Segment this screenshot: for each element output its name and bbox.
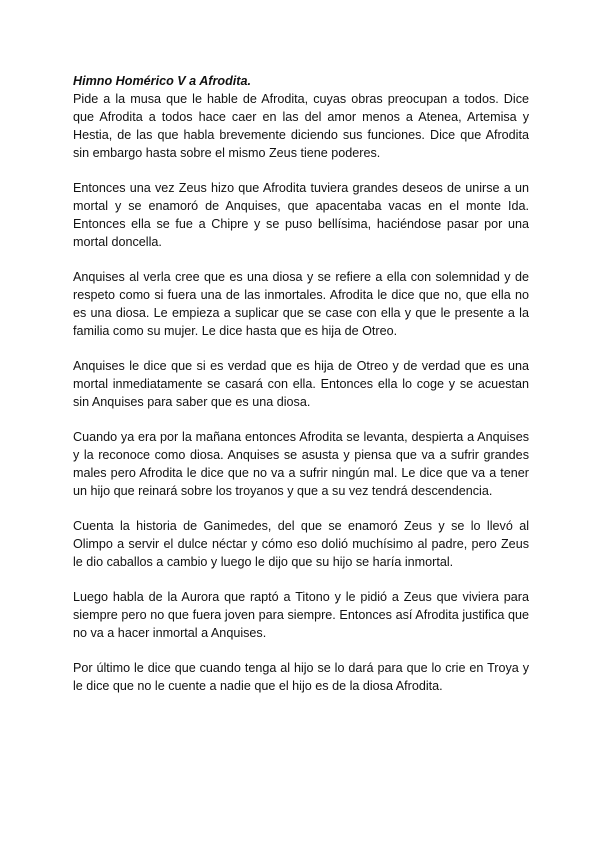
document-body [73, 72, 529, 712]
paragraph-7: Luego habla de la Aurora que raptó a Titono y le pidió a Zeus que viviera para siempre pero no que fuera joven para siempre. Entonces así Afrodita justifica que no va a hacer inmortal a Anquises. [73, 590, 529, 640]
paragraph-5: Cuando ya era por la mañana entonces Afrodita se levanta, despierta a Anquises y la reconoce como diosa. Anquises se asusta y piensa que va a sufrir grandes males pero Afrodita le dice que no va a sufrir ningún mal. Le dice que va a tener un hijo que reinará sobre los troyanos y que a su vez tendrá descendencia. [73, 430, 529, 498]
paragraph-3: Anquises al verla cree que es una diosa y se refiere a ella con solemnidad y de respeto como si fuera una de las inmortales. Afrodita le dice que no, que ella no es una diosa. Le empieza a suplicar que se case con ella y que le presente a la familia como su mujer. Le dice hasta que es hija de Otreo. [73, 270, 529, 338]
paragraph-2: Entonces una vez Zeus hizo que Afrodita tuviera grandes deseos de unirse a un mortal y se enamoró de Anquises, que apacentaba vacas en el monte Ida. Entonces ella se fue a Chipre y se puso bellísima, haciéndose pasar por una mortal doncella. [73, 181, 529, 249]
paragraph-8: Por último le dice que cuando tenga al hijo se lo dará para que lo crie en Troya y le dice que no le cuente a nadie que el hijo es de la diosa Afrodita. [73, 661, 529, 693]
paragraph-6: Cuenta la historia de Ganimedes, del que se enamoró Zeus y se lo llevó al Olimpo a servir el dulce néctar y cómo eso dolió muchísimo al padre, pero Zeus le dio caballos a cambio y luego le dijo que su hijo se haría inmortal. [73, 519, 529, 569]
paragraph-4: Anquises le dice que si es verdad que es hija de Otreo y de verdad que es una mortal inmediatamente se casará con ella. Entonces ella lo coge y se acuestan sin Anquises para saber que es una diosa. [73, 359, 529, 409]
paragraph-1: Pide a la musa que le hable de Afrodita, cuyas obras preocupan a todos. Dice que Afrodita a todos hace caer en las del amor menos a Atenea, Artemisa y Hestia, de las que habla brevemente diciendo sus funciones. Dice que Afrodita sin embargo hasta sobre el mismo Zeus tiene poderes. [73, 92, 529, 160]
document-title: Himno Homérico V a Afrodita. [73, 74, 251, 88]
